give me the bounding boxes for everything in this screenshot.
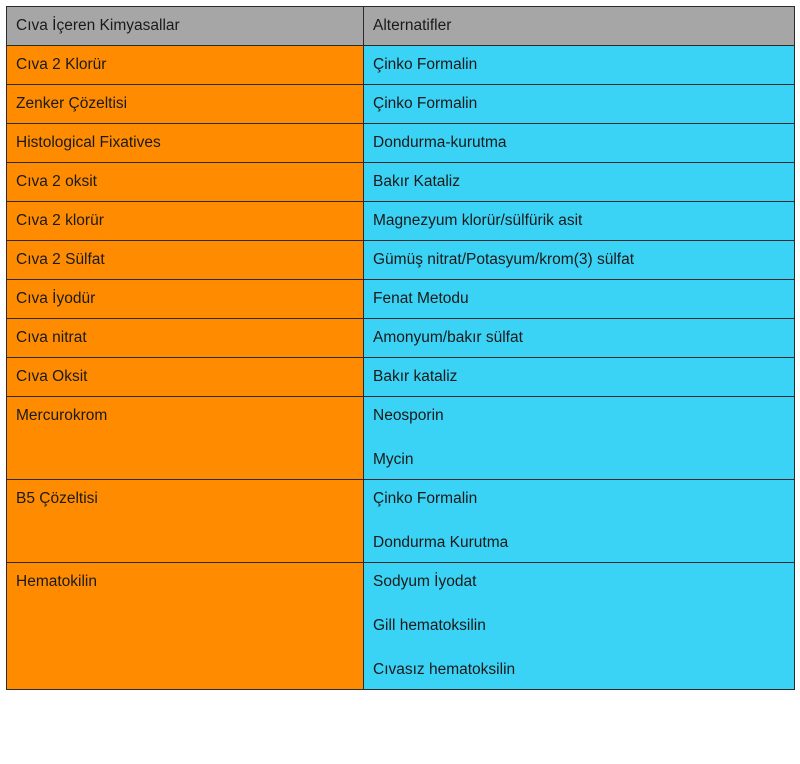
table-row (7, 46, 795, 85)
alternatives-cell (364, 202, 795, 241)
column-header-chemicals: Cıva İçeren Kimyasallar (7, 7, 364, 46)
alternative-item: Bakır Kataliz (373, 173, 461, 191)
alternative-item: Gümüş nitrat/Potasyum/krom(3) sülfat (373, 251, 634, 269)
chemical-name-cell: Cıva 2 oksit (7, 163, 364, 202)
chemical-name-cell: Zenker Çözeltisi (7, 85, 364, 124)
chemical-name-cell: Hematokilin (7, 563, 364, 690)
table-body (7, 46, 795, 690)
chemical-name-cell: Cıva nitrat (7, 319, 364, 358)
table-row (7, 124, 795, 163)
alternative-item: Mycin (373, 451, 414, 469)
alternative-item: Fenat Metodu (373, 290, 469, 308)
alternative-item: Çinko Formalin (373, 56, 478, 74)
table-row (7, 563, 795, 690)
alternative-item: Çinko Formalin (373, 490, 478, 508)
alternative-item: Sodyum İyodat (373, 573, 477, 591)
table-row (7, 358, 795, 397)
chemical-name-cell: Cıva Oksit (7, 358, 364, 397)
column-header-alternatives: Alternatifler (364, 7, 795, 46)
alternative-item: Çinko Formalin (373, 95, 478, 113)
alternatives-cell (364, 319, 795, 358)
table-row (7, 163, 795, 202)
table-row (7, 241, 795, 280)
alternatives-cell (364, 480, 795, 563)
alternatives-cell (364, 46, 795, 85)
alternative-item: Gill hematoksilin (373, 617, 486, 635)
chemical-name-cell: Cıva 2 Sülfat (7, 241, 364, 280)
chemical-name-cell: Cıva 2 klorür (7, 202, 364, 241)
chemical-name-cell: Cıva 2 Klorür (7, 46, 364, 85)
alternative-item: Bakır kataliz (373, 368, 458, 386)
table-row (7, 85, 795, 124)
alternatives-cell (364, 241, 795, 280)
table-header (7, 7, 795, 46)
alternatives-cell (364, 124, 795, 163)
chemical-name-cell: Cıva İyodür (7, 280, 364, 319)
table-row (7, 480, 795, 563)
table-row (7, 397, 795, 480)
alternatives-cell (364, 358, 795, 397)
table-row (7, 319, 795, 358)
alternative-item: Magnezyum klorür/sülfürik asit (373, 212, 583, 230)
table-row (7, 280, 795, 319)
chemical-name-cell: Histological Fixatives (7, 124, 364, 163)
alternative-item: Neosporin (373, 407, 444, 425)
alternative-item: Amonyum/bakır sülfat (373, 329, 523, 347)
alternative-item: Dondurma Kurutma (373, 534, 509, 552)
chemical-name-cell: B5 Çözeltisi (7, 480, 364, 563)
table-header-row (7, 7, 795, 46)
chemical-name-cell: Mercurokrom (7, 397, 364, 480)
alternatives-cell (364, 163, 795, 202)
alternatives-cell (364, 397, 795, 480)
alternative-item: Dondurma-kurutma (373, 134, 507, 152)
alternatives-cell (364, 563, 795, 690)
alternatives-cell (364, 85, 795, 124)
chemicals-alternatives-table (6, 6, 795, 690)
alternatives-cell (364, 280, 795, 319)
table-row (7, 202, 795, 241)
alternative-item: Cıvasız hematoksilin (373, 661, 516, 679)
